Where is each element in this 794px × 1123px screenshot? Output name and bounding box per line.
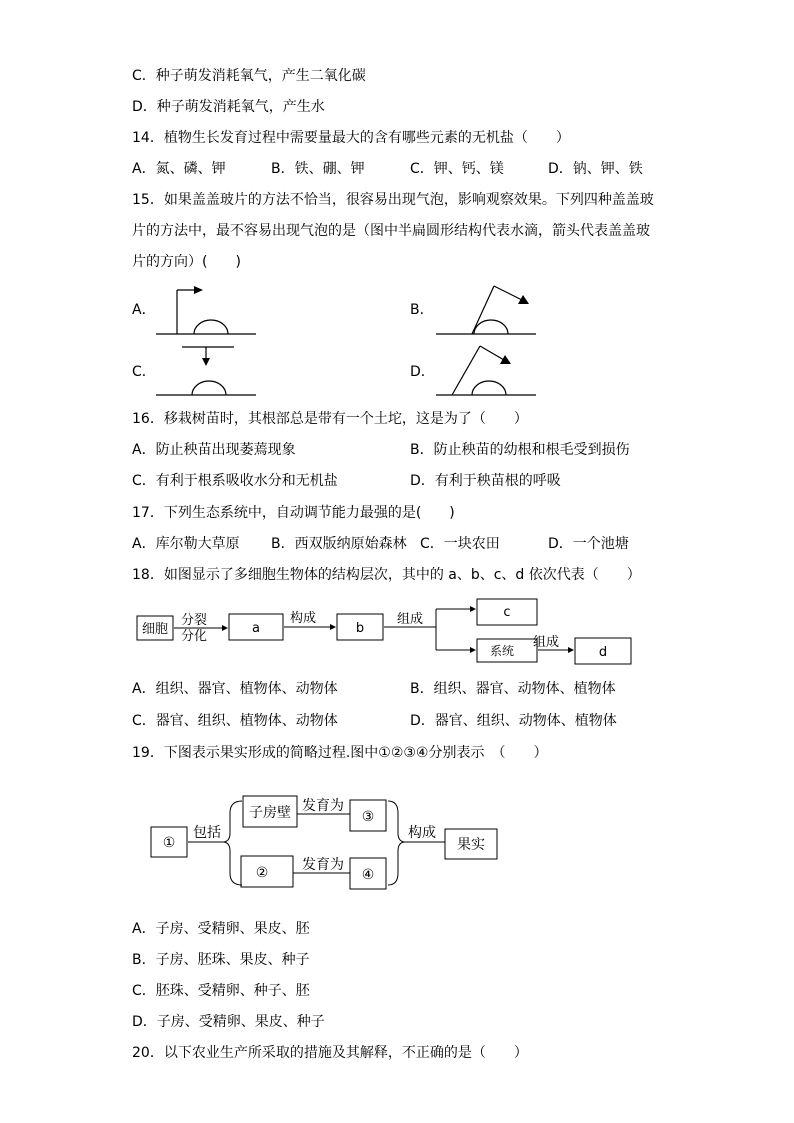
q17-stem: 17．下列生态系统中，自动调节能力最强的是( ) — [132, 505, 455, 521]
q15-figure-a — [150, 282, 262, 340]
diagram-compose2-label: 组成 — [396, 612, 424, 627]
diagram-differentiate-label: 分化 — [180, 629, 208, 644]
q14-option-c: C．钾、钙、镁 — [410, 161, 504, 177]
diagram-form-label: 构成 — [408, 825, 436, 841]
diagram-d: d — [598, 645, 608, 660]
q14-option-b: B．铁、硼、钾 — [271, 161, 365, 177]
diagram-compose1-label: 构成 — [289, 611, 317, 626]
q15-label-c: C． — [132, 364, 156, 380]
diagram-n1: ① — [162, 835, 176, 851]
q18-option-a: A．组织、器官、植物体、动物体 — [132, 681, 338, 697]
diagram-fruit: 果实 — [457, 837, 485, 853]
q17-option-c: C．一块农田 — [420, 536, 500, 552]
q18-option-c: C．器官、组织、植物体、动物体 — [132, 713, 338, 729]
diagram-compose3-label: 组成 — [532, 635, 560, 650]
q14-option-d: D．钠、钾、铁 — [548, 161, 643, 177]
q15-figure-b — [428, 282, 540, 340]
diagram-c: c — [503, 605, 511, 620]
diagram-cell-label: 细胞 — [141, 622, 169, 637]
q18-hierarchy-diagram — [136, 598, 640, 668]
diagram-include-label: 包括 — [193, 825, 221, 841]
diagram-b: b — [355, 621, 365, 636]
q19-stem: 19．下图表示果实形成的简略过程.图中①②③④分别表示 （ ） — [132, 745, 548, 761]
q18-option-b: B．组织、器官、动物体、植物体 — [410, 681, 616, 697]
q16-option-a: A．防止秧苗出现萎蔫现象 — [132, 442, 296, 458]
q15-figure-c — [150, 340, 262, 400]
q15-figure-d — [428, 340, 540, 400]
q15-label-b: B． — [410, 302, 434, 318]
q18-stem: 18．如图显示了多细胞生物体的结构层次，其中的 a、b、c、d 依次代表（ ） — [132, 567, 641, 583]
diagram-n4: ④ — [361, 867, 375, 883]
diagram-develop2-label: 发育为 — [302, 857, 344, 873]
diagram-divide-label: 分裂 — [180, 613, 208, 628]
q16-option-b: B．防止秧苗的幼根和根毛受到损伤 — [410, 442, 630, 458]
q16-option-d: D．有利于秧苗根的呼吸 — [410, 473, 561, 489]
q20-stem: 20．以下农业生产所采取的措施及其解释，不正确的是（ ） — [132, 1045, 528, 1061]
diagram-a: a — [252, 621, 260, 636]
q17-option-d: D．一个池塘 — [548, 536, 629, 552]
q19-fruit-formation-diagram — [150, 793, 500, 893]
q14-option-a: A．氮、磷、钾 — [132, 161, 226, 177]
q16-stem: 16．移栽树苗时，其根部总是带有一个土坨，这是为了（ ） — [132, 411, 528, 427]
q19-option-b: B．子房、胚珠、果皮、种子 — [132, 952, 310, 968]
q19-option-d: D．子房、受精卵、果皮、种子 — [132, 1014, 325, 1030]
diagram-ovary-wall: 子房壁 — [249, 805, 291, 821]
q18-option-d: D．器官、组织、动物体、植物体 — [410, 713, 617, 729]
q17-option-a: A．库尔勒大草原 — [132, 536, 240, 552]
diagram-n3: ③ — [361, 809, 375, 825]
q15-label-a: A． — [132, 302, 156, 318]
diagram-n2: ② — [255, 865, 269, 881]
diagram-system-label: 系统 — [489, 644, 515, 658]
q15-stem-line1: 15．如果盖盖玻片的方法不恰当，很容易出现气泡，影响观察效果。下列四种盖盖玻 — [132, 192, 654, 208]
q19-option-c: C．胚珠、受精卵、种子、胚 — [132, 983, 310, 999]
q15-stem-line3: 片的方向）( ) — [132, 254, 241, 270]
q15-label-d: D． — [410, 364, 435, 380]
q19-option-a: A．子房、受精卵、果皮、胚 — [132, 921, 310, 937]
q17-option-b: B．西双版纳原始森林 — [271, 536, 407, 552]
q13-option-d: D．种子萌发消耗氧气，产生水 — [132, 99, 325, 115]
q16-option-c: C．有利于根系吸收水分和无机盐 — [132, 473, 338, 489]
q14-stem: 14．植物生长发育过程中需要量最大的含有哪些元素的无机盐（ ） — [132, 130, 570, 146]
q13-option-c: C．种子萌发消耗氧气，产生二氧化碳 — [132, 68, 366, 84]
diagram-develop1-label: 发育为 — [302, 798, 344, 814]
q15-stem-line2: 片的方法中，最不容易出现气泡的是（图中半扁圆形结构代表水滴，箭头代表盖盖玻 — [132, 223, 650, 239]
